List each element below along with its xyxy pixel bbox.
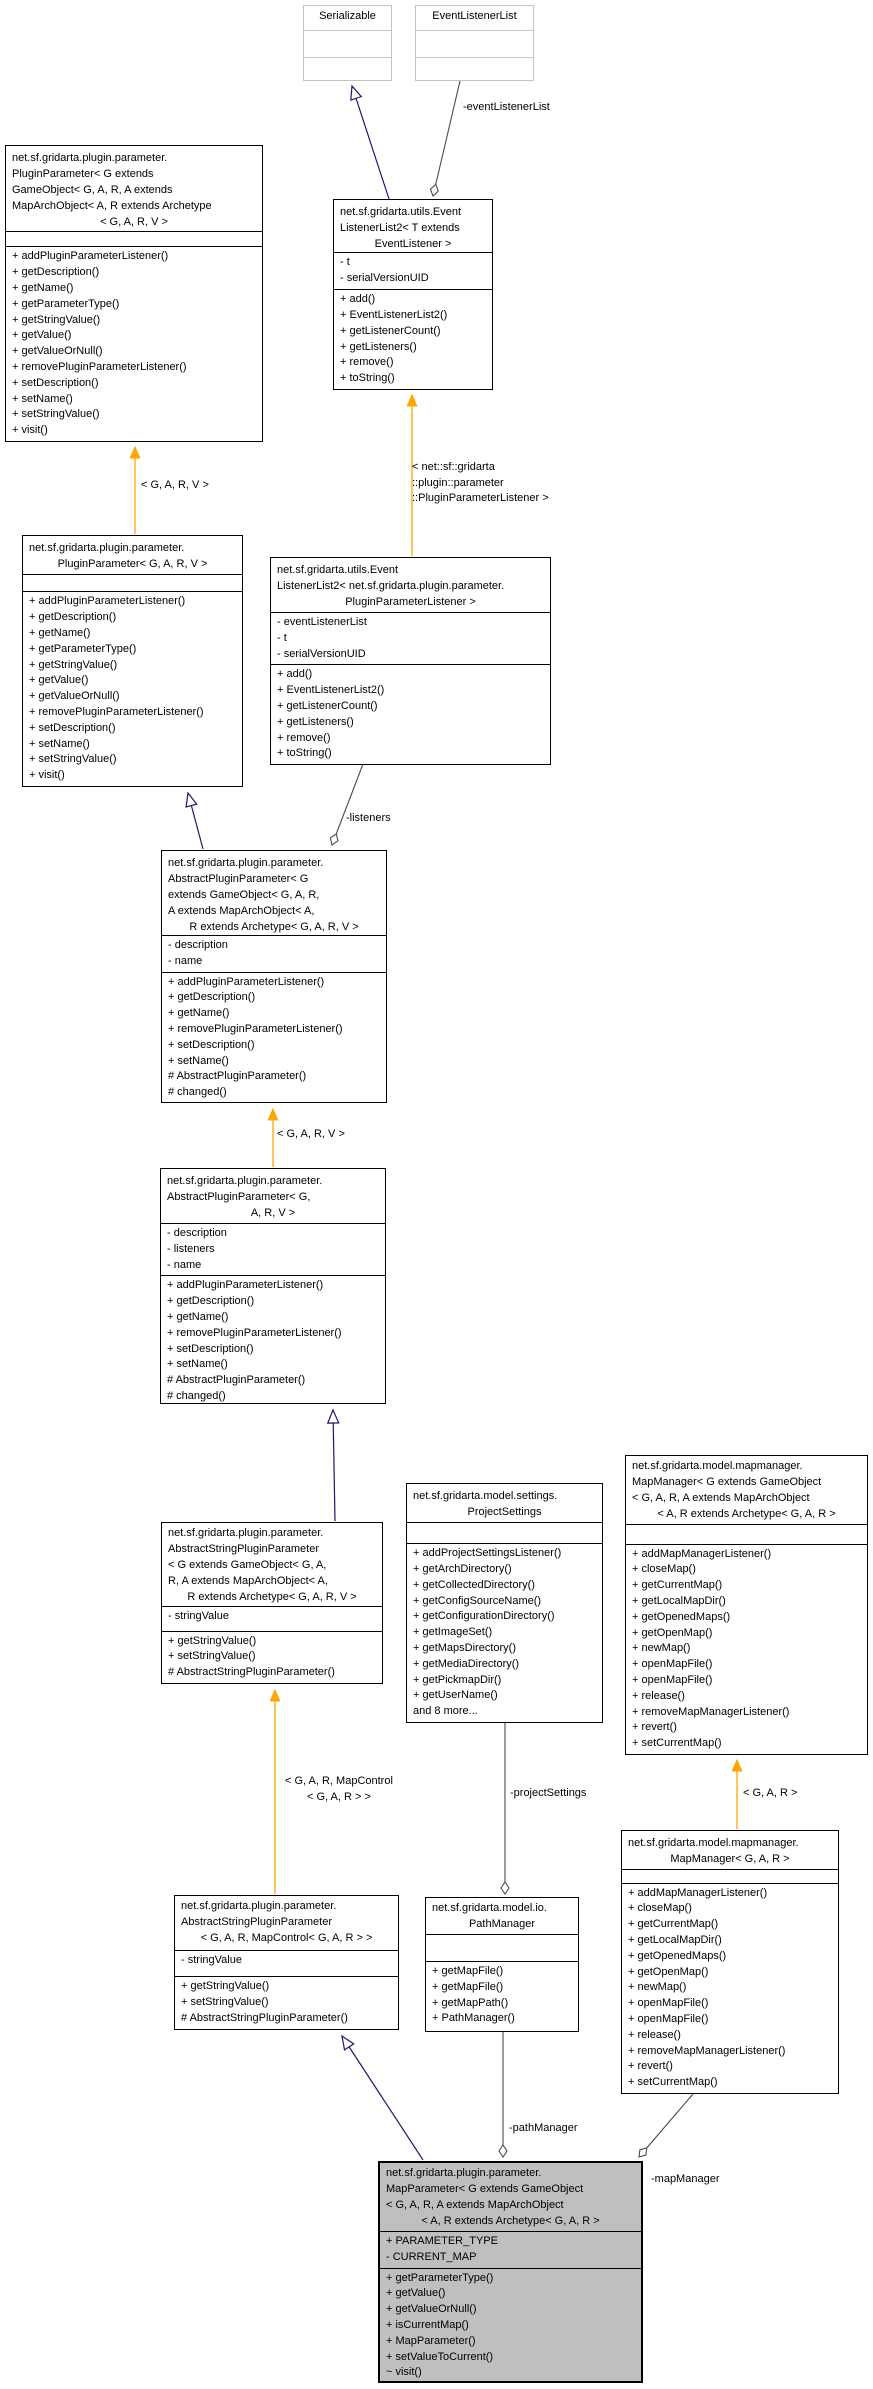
class-box-mapmanager-generic[interactable]	[625, 1455, 868, 1755]
methods-compartment: + addPluginParameterListener() + getDescription() + getName() + getParameterType() + getStringValue() + getValue() + getValueOrNull() + removePluginParameterListener() + setDescription() + setName() + setStringValue() + visit()	[6, 246, 262, 441]
attributes-compartment	[23, 574, 242, 591]
class-box-eventlistenerlist2-t[interactable]	[333, 199, 493, 390]
methods-compartment: + addPluginParameterListener() + getDescription() + getName() + getParameterType() + getStringValue() + getValue() + getValueOrNull() + removePluginParameterListener() + setDescription() + setName() + setStringValue() + visit()	[23, 591, 242, 786]
attributes-compartment: - t - serialVersionUID	[334, 252, 492, 289]
attributes-compartment	[426, 1934, 578, 1961]
methods-compartment: + add() + EventListenerList2() + getListenerCount() + getListeners() + remove() + toString()	[271, 664, 550, 764]
title-compartment: net.sf.gridarta.utils.Event ListenerList2< net.sf.gridarta.plugin.parameter. PluginParameterListener >	[277, 564, 505, 608]
attributes-compartment: - description - listeners - name	[161, 1223, 385, 1275]
class-box-mapmanager-gar[interactable]	[621, 1830, 839, 2094]
attributes-compartment: - description - name	[162, 935, 386, 972]
methods-compartment: + add() + EventListenerList2() + getListenerCount() + getListeners() + remove() + toString()	[334, 289, 492, 389]
attributes-compartment	[6, 231, 262, 246]
title-compartment: net.sf.gridarta.plugin.parameter. PluginParameter< G, A, R, V >	[29, 542, 208, 570]
class-box-abstractstringpluginparameter-generic[interactable]	[161, 1522, 383, 1684]
title-compartment: net.sf.gridarta.model.mapmanager. MapManager< G, A, R >	[628, 1837, 799, 1865]
attributes-compartment: - eventListenerList - t - serialVersionUID	[271, 612, 550, 664]
edge-label-projectsettings: -projectSettings	[510, 1787, 587, 1799]
class-box-mapparameter[interactable]	[378, 2161, 643, 2383]
title-compartment: net.sf.gridarta.plugin.parameter. AbstractPluginParameter< G extends GameObject< G, A, R, A extends MapArchObject< A, R extends Archetype< G, A, R, V >	[168, 857, 359, 933]
title-compartment: net.sf.gridarta.model.settings. ProjectSettings	[413, 1490, 558, 1518]
attributes-compartment	[304, 30, 391, 57]
class-box-eventlistenerlist[interactable]	[415, 5, 534, 81]
edge-label-pathmanager: -pathManager	[509, 2122, 578, 2134]
edge-label-garv-mid: < G, A, R, V >	[277, 1128, 345, 1140]
methods-compartment	[416, 57, 533, 80]
class-box-serializable[interactable]	[303, 5, 392, 81]
edge-member-eventlistenerlist	[433, 81, 460, 196]
methods-compartment: + addPluginParameterListener() + getDescription() + getName() + removePluginParameterListener() + setDescription() + setName() # AbstractPluginParameter() # changed()	[162, 972, 386, 1103]
attributes-compartment	[416, 30, 533, 57]
methods-compartment: + getMapFile() + getMapFile() + getMapPath() + PathManager()	[426, 1961, 578, 2031]
methods-compartment	[304, 57, 391, 80]
title-compartment: net.sf.gridarta.plugin.parameter. AbstractStringPluginParameter < G, A, R, MapControl< G, A, R > >	[181, 1900, 373, 1944]
attributes-compartment	[626, 1524, 867, 1544]
attributes-compartment: + PARAMETER_TYPE - CURRENT_MAP	[380, 2231, 641, 2268]
methods-compartment: + getStringValue() + setStringValue() # AbstractStringPluginParameter()	[162, 1631, 382, 1683]
edge-label-garv-top: < G, A, R, V >	[141, 479, 209, 491]
edge-label-mapmanager: -mapManager	[651, 2173, 720, 2185]
class-box-pathmanager[interactable]	[425, 1897, 579, 2032]
edge-member-listeners	[332, 764, 363, 845]
title-compartment: net.sf.gridarta.plugin.parameter. PluginParameter< G extends GameObject< G, A, R, A extends MapArchObject< A, R extends Archetype < G, A, R, V >	[12, 152, 212, 228]
edge-label-gar: < G, A, R >	[743, 1787, 798, 1799]
edge-inheritance-ell2-serializable	[352, 86, 389, 199]
attributes-compartment	[407, 1522, 602, 1543]
title-compartment: Serializable	[319, 10, 376, 22]
title-compartment: net.sf.gridarta.utils.Event ListenerList2< T extends EventListener >	[340, 206, 462, 250]
edge-label-listeners: -listeners	[346, 812, 391, 824]
attributes-compartment: - stringValue	[162, 1606, 382, 1631]
edge-label-ppl-template-args: < net::sf::gridarta ::plugin::parameter ::PluginParameterListener >	[412, 461, 549, 504]
title-compartment: net.sf.gridarta.plugin.parameter. MapParameter< G extends GameObject < G, A, R, A extends MapArchObject < A, R extends Archetype< G, A, R >	[386, 2167, 600, 2227]
title-compartment: EventListenerList	[432, 10, 517, 22]
class-box-projectsettings[interactable]	[406, 1483, 603, 1723]
title-compartment: net.sf.gridarta.model.io. PathManager	[432, 1902, 547, 1930]
class-box-abstractpluginparameter-garv[interactable]	[160, 1168, 386, 1404]
edge-label-mapcontrol-args: < G, A, R, MapControl < G, A, R > >	[285, 1775, 393, 1803]
methods-compartment: + getParameterType() + getValue() + getValueOrNull() + isCurrentMap() + MapParameter() + setValueToCurrent() ~ visit()	[380, 2268, 641, 2384]
class-box-pluginparameter-generic[interactable]	[5, 145, 263, 442]
methods-compartment: + addMapManagerListener() + closeMap() + getCurrentMap() + getLocalMapDir() + getOpenedMaps() + getOpenMap() + newMap() + openMapFile() + openMapFile() + release() + removeMapManagerListener() + revert() + setCurrentMap()	[626, 1544, 867, 1754]
methods-compartment: + addMapManagerListener() + closeMap() + getCurrentMap() + getLocalMapDir() + getOpenedMaps() + getOpenMap() + newMap() + openMapFile() + openMapFile() + release() + removeMapManagerListener() + revert() + setCurrentMap()	[622, 1883, 838, 2093]
class-box-abstractstringpluginparameter-mapcontrol[interactable]	[174, 1895, 399, 2030]
attributes-compartment: - stringValue	[175, 1950, 398, 1976]
class-box-eventlistenerlist2-ppl[interactable]	[270, 557, 551, 765]
methods-compartment: + getStringValue() + setStringValue() # AbstractStringPluginParameter()	[175, 1976, 398, 2029]
edge-label-eventlistenerlist: -eventListenerList	[463, 101, 550, 113]
methods-compartment: + addProjectSettingsListener() + getArchDirectory() + getCollectedDirectory() + getConfigSourceName() + getConfigurationDirectory() + getImageSet() + getMapsDirectory() + getMediaDirectory() + getPickmapDir() + getUserName() and 8 more...	[407, 1543, 602, 1722]
methods-compartment: + addPluginParameterListener() + getDescription() + getName() + removePluginParameterListener() + setDescription() + setName() # AbstractPluginParameter() # changed()	[161, 1275, 385, 1406]
edge-inheritance-abstractstringpluginparameter	[333, 1410, 335, 1521]
title-compartment: net.sf.gridarta.model.mapmanager. MapManager< G extends GameObject < G, A, R, A extends MapArchObject < A, R extends Archetype< G, A, R >	[632, 1460, 836, 1520]
edge-inheritance-abstractpluginparameter	[188, 793, 203, 849]
edge-inheritance-mapparameter	[342, 2036, 423, 2160]
edge-member-mapmanager	[639, 2094, 693, 2157]
attributes-compartment	[622, 1869, 838, 1883]
class-box-pluginparameter-garv[interactable]	[22, 535, 243, 787]
title-compartment: net.sf.gridarta.plugin.parameter. AbstractPluginParameter< G, A, R, V >	[167, 1175, 323, 1219]
class-box-abstractpluginparameter-generic[interactable]	[161, 850, 387, 1103]
title-compartment: net.sf.gridarta.plugin.parameter. AbstractStringPluginParameter < G extends GameObject< G, A, R, A extends MapArchObject< A, R extends Archetype< G, A, R, V >	[168, 1527, 357, 1603]
